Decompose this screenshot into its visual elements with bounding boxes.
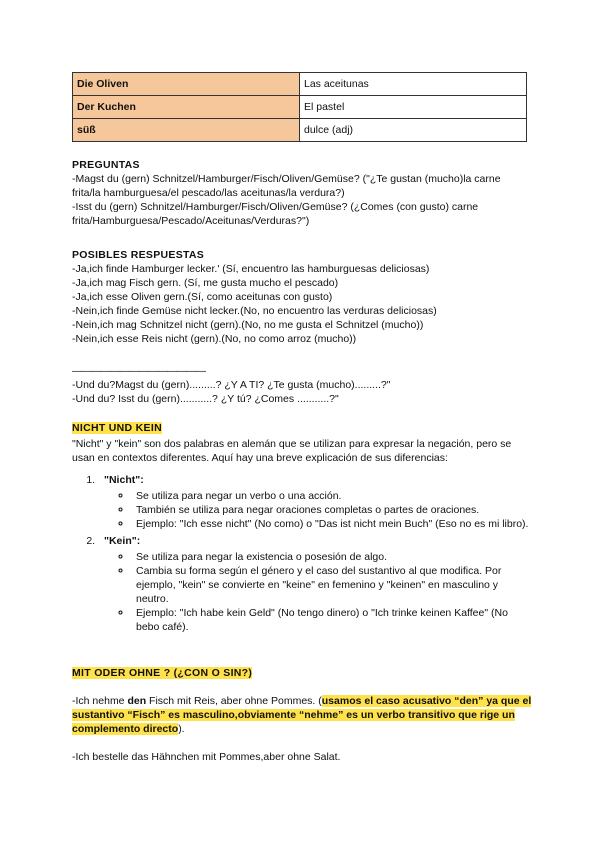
negation-list <box>72 473 532 634</box>
mit-ohne-section <box>72 666 532 764</box>
list-item: ◦ Se utiliza para negar la existencia o posesión de algo. <box>132 550 532 564</box>
german-term-cell: Die Oliven <box>73 73 300 96</box>
vocabulary-table <box>72 72 527 142</box>
list-item-nicht <box>98 473 532 531</box>
list-item: ◦ Cambia su forma según el género y el caso del sustantivo al que modifica. Por ejemplo, "kein" se convierte en "keine" en femenino y "keinen" en masculino y neutro. <box>132 564 532 606</box>
german-term-cell: süß <box>73 119 300 142</box>
und-du-line: -Und du?Magst du (gern).........? ¿Y A TI? ¿Te gusta (mucho).........?" <box>72 379 391 391</box>
spanish-translation-cell: Las aceitunas <box>300 73 527 96</box>
term-label: "Kein": <box>104 535 141 547</box>
nicht-kein-intro: "Nicht" y "kein" son dos palabras en alemán que se utilizan para expresar la negación, pero se usan en contextos diferentes. Aquí hay una breve explicación de sus diferencias: <box>72 438 512 464</box>
mit-ohne-heading: MIT ODER OHNE ? (¿CON O SIN?) <box>72 667 253 679</box>
respuesta-line: -Ja,ich mag Fisch gern. (Sí, me gusta mucho el pescado) <box>72 277 339 289</box>
respuesta-line: -Ja,ich finde Hamburger lecker.' (Sí, encuentro las hamburguesas deliciosas) <box>72 263 430 275</box>
list-item: ◦ Se utiliza para negar un verbo o una acción. <box>132 489 532 503</box>
german-term-cell: Der Kuchen <box>73 96 300 119</box>
mit-ohne-example-1: -Ich nehme den Fisch mit Reis, aber ohne Pommes. (usamos el caso acusativo “den” ya que el sustantivo “Fisch” es masculino,obviamente “nehme” es un verbo transitivo que rige un complemento directo). <box>72 695 532 735</box>
respuesta-line: -Nein,ich esse Reis nicht (gern).(No, no como arroz (mucho)) <box>72 333 357 345</box>
respuestas-heading: POSIBLES RESPUESTAS <box>72 249 205 261</box>
list-item: ◦ Ejemplo: "Ich esse nicht" (No como) o "Das ist nicht mein Buch" (Eso no es mi libro). <box>132 517 532 531</box>
spanish-translation-cell: El pastel <box>300 96 527 119</box>
table-row <box>73 96 527 119</box>
preguntas-heading: PREGUNTAS <box>72 159 140 171</box>
nicht-kein-heading: NICHT UND KEIN <box>72 422 162 434</box>
und-du-section <box>72 364 532 406</box>
table-row <box>73 73 527 96</box>
und-du-line: -Und du? Isst du (gern)...........? ¿Y tú? ¿Comes ...........?" <box>72 393 339 405</box>
pregunta-line: -Isst du (gern) Schnitzel/Hamburger/Fisch/Oliven/Gemüse? (¿Comes (con gusto) carne frita/Hamburguesa/Pescado/Aceitunas/Verduras?") <box>72 201 479 227</box>
table-row <box>73 119 527 142</box>
spanish-translation-cell: dulce (adj) <box>300 119 527 142</box>
respuesta-line: -Ja,ich esse Oliven gern.(Sí, como aceitunas con gusto) <box>72 291 333 303</box>
list-item: ◦ También se utiliza para negar oraciones completas o partes de oraciones. <box>132 503 532 517</box>
preguntas-section <box>72 158 532 228</box>
respuesta-line: -Nein,ich mag Schnitzel nicht (gern).(No, no me gusta el Schnitzel (mucho)) <box>72 319 424 331</box>
list-item-kein <box>98 534 532 634</box>
separator-line: —————————————— <box>72 365 205 377</box>
pregunta-line: -Magst du (gern) Schnitzel/Hamburger/Fisch/Oliven/Gemüse? ("¿Te gustan (mucho)la carne frita/la hamburguesa/el pescado/las aceitunas/la verdura?) <box>72 173 501 199</box>
respuestas-section <box>72 248 532 346</box>
respuesta-line: -Nein,ich finde Gemüse nicht lecker.(No, no encuentro las verduras deliciosas) <box>72 305 437 317</box>
list-item: ◦ Ejemplo: "Ich habe kein Geld" (No tengo dinero) o "Ich trinke keinen Kaffee" (No bebo café). <box>132 606 532 634</box>
mit-ohne-example-2: -Ich bestelle das Hähnchen mit Pommes,aber ohne Salat. <box>72 751 341 763</box>
nicht-kein-section <box>72 421 532 637</box>
term-label: "Nicht": <box>104 474 144 486</box>
